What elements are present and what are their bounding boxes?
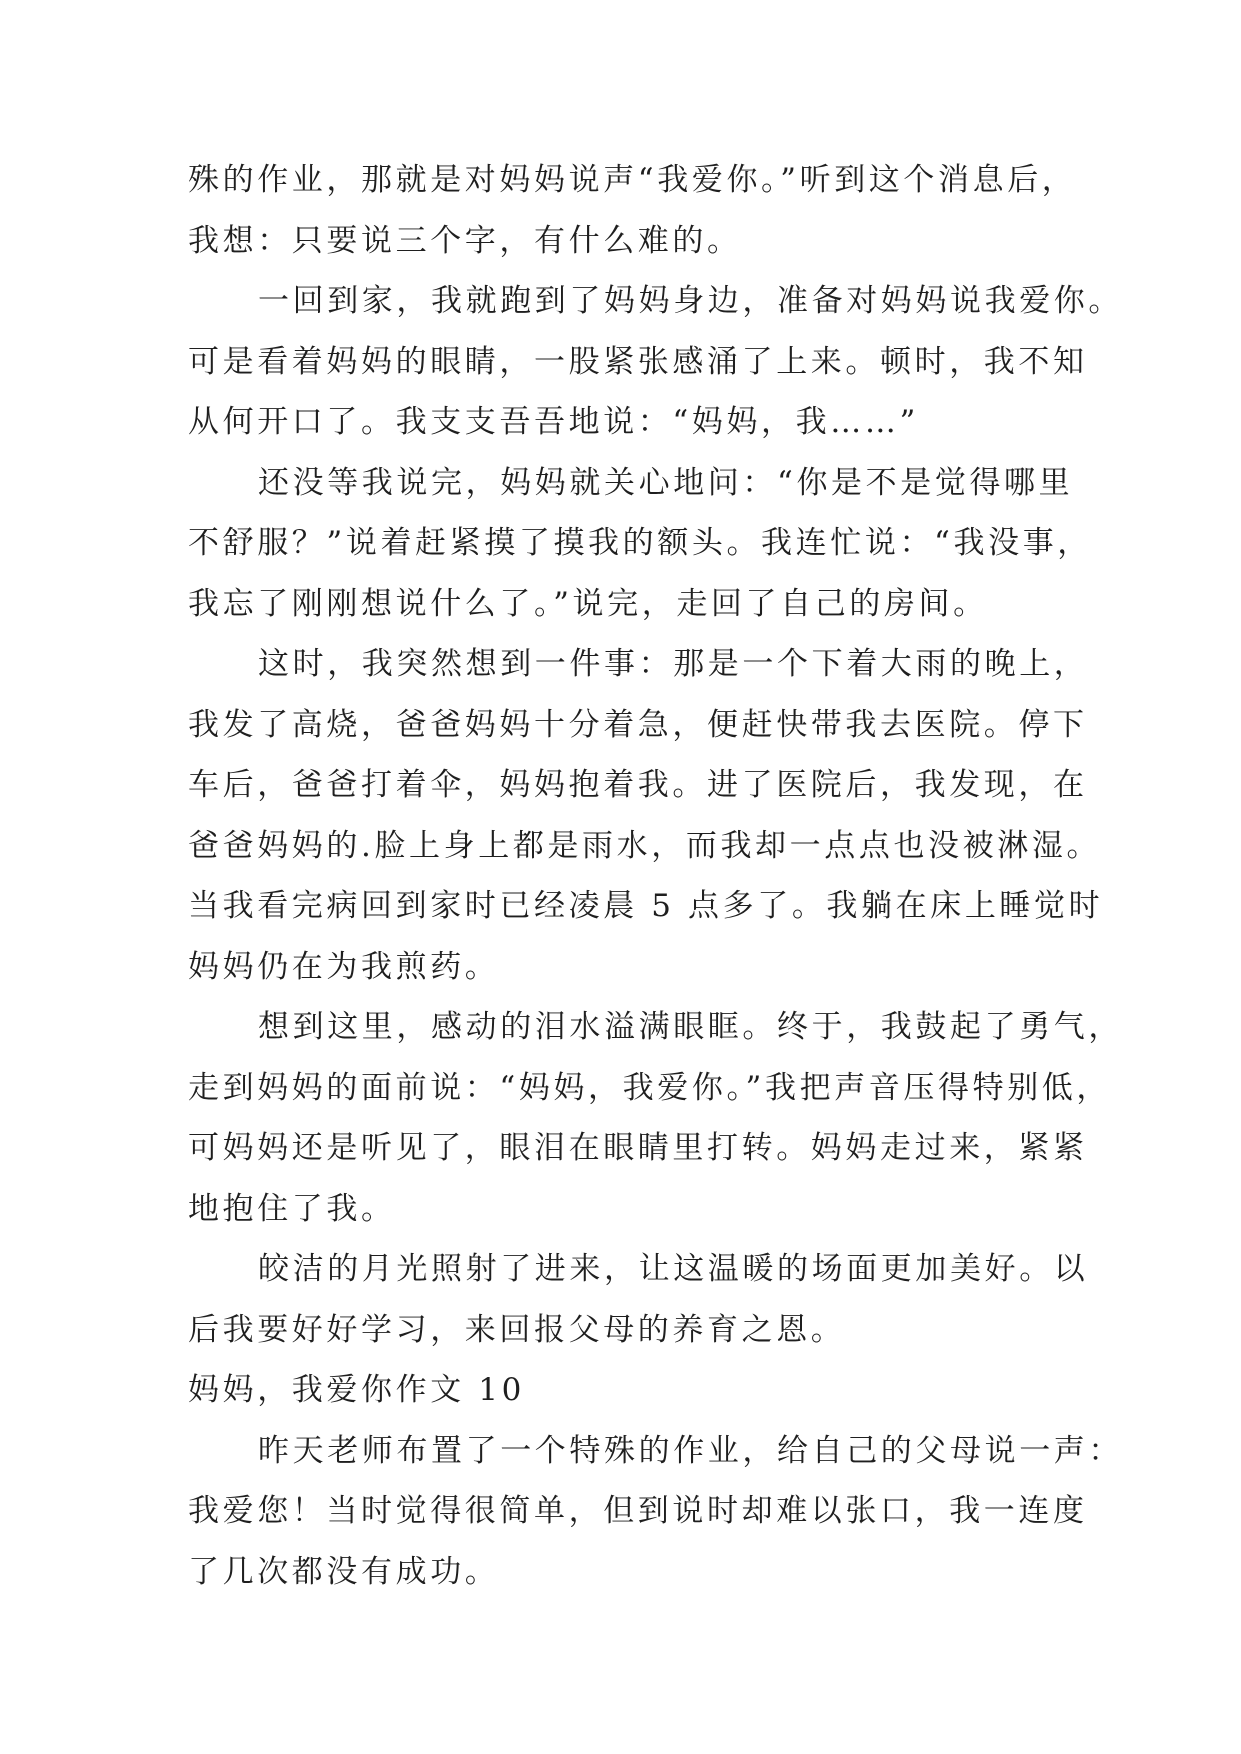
- text-line: 不舒服？”说着赶紧摸了摸我的额头。我连忙说：“我没事，: [188, 525, 1092, 561]
- document-page: [188, 150, 1123, 1602]
- text-line: 车后，爸爸打着伞，妈妈抱着我。进了医院后，我发现，在: [188, 767, 1088, 803]
- text-line: 妈妈仍在为我煎药。: [188, 948, 500, 985]
- paragraph-first-line: 昨天老师布置了一个特殊的作业，给自己的父母说一声：: [258, 1432, 1123, 1469]
- text-line: 可是看着妈妈的眼睛，一股紧张感涌了上来。顿时，我不知: [188, 343, 1088, 380]
- text-line: 可妈妈还是听见了，眼泪在眼睛里打转。妈妈走过来，紧紧: [188, 1130, 1088, 1166]
- text-line: 当我看完病回到家时已经凌晨 5 点多了。我躺在床上睡觉时: [188, 888, 1104, 924]
- paragraph-first-line: 皎洁的月光照射了进来，让这温暖的场面更加美好。以: [258, 1251, 1089, 1287]
- text-line: 地抱住了我。: [188, 1190, 396, 1227]
- text-line: 从何开口了。我支支吾吾地说：“妈妈，我……”: [188, 404, 919, 440]
- paragraph-first-line: 一回到家，我就跑到了妈妈身边，准备对妈妈说我爱你。: [258, 283, 1123, 319]
- paragraph-first-line: 还没等我说完，妈妈就关心地问：“你是不是觉得哪里: [258, 464, 1074, 501]
- text-line: 我发了高烧，爸爸妈妈十分着急，便赶快带我去医院。停下: [188, 706, 1088, 743]
- text-line: 我爱您！当时觉得很简单，但到说时却难以张口，我一连度: [188, 1493, 1088, 1529]
- text-line: 后我要好好学习，来回报父母的养育之恩。: [188, 1311, 846, 1348]
- paragraph-first-line: 这时，我突然想到一件事：那是一个下着大雨的晚上，: [258, 646, 1089, 682]
- text-line: 我想：只要说三个字，有什么难的。: [188, 222, 742, 259]
- text-line: 走到妈妈的面前说：“妈妈，我爱你。”我把声音压得特别低，: [188, 1069, 1111, 1106]
- section-heading: 妈妈，我爱你作文 10: [188, 1372, 525, 1408]
- text-line: 殊的作业，那就是对妈妈说声“我爱你。”听到这个消息后，: [188, 162, 1077, 198]
- text-line: 爸爸妈妈的.脸上身上都是雨水，而我却一点点也没被淋湿。: [188, 827, 1102, 864]
- text-line: 了几次都没有成功。: [188, 1553, 500, 1590]
- paragraph-first-line: 想到这里，感动的泪水溢满眼眶。终于，我鼓起了勇气，: [258, 1009, 1123, 1045]
- text-line: 我忘了刚刚想说什么了。”说完，走回了自己的房间。: [188, 585, 988, 622]
